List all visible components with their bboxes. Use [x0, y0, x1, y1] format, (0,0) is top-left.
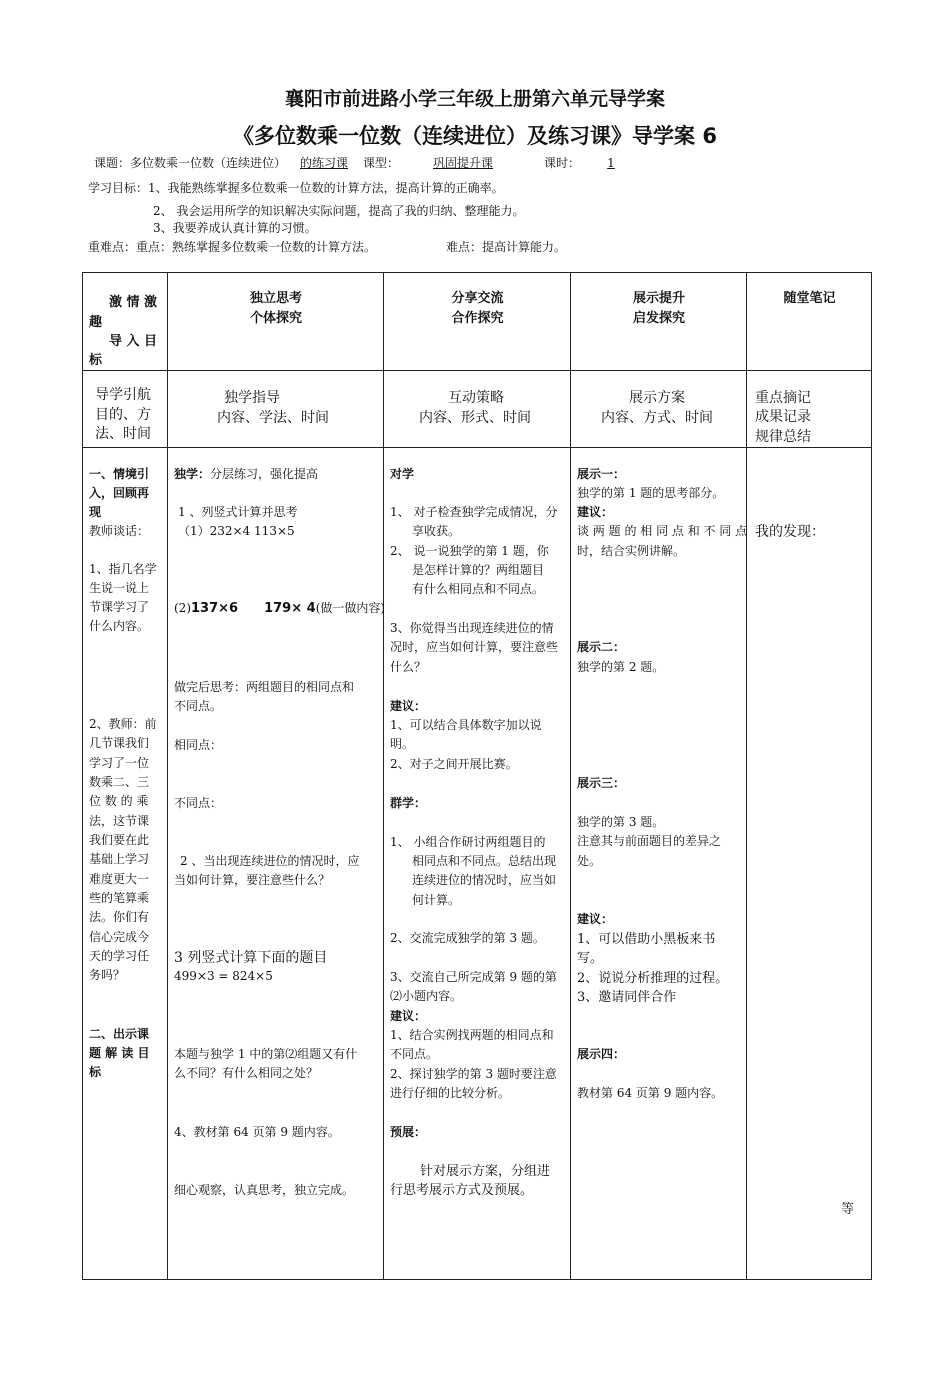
- problem-a: 137×6: [191, 601, 239, 616]
- col1-line: 我们要在此: [89, 833, 150, 847]
- guide-col4-b: 内容、方式、时间: [601, 410, 713, 426]
- col3-line: 2、探讨独学的第 3 题时要注意: [390, 1067, 557, 1081]
- col5-content: [747, 448, 871, 1279]
- col3-line: 有什么相同点和不同点。: [412, 582, 545, 596]
- col1-line: 几节课我们: [89, 736, 150, 750]
- col4-line: 1、可以借助小黑板来书: [577, 932, 716, 947]
- col4-line: 3、邀请同伴合作: [577, 990, 677, 1005]
- header-col3-b: 合作探究: [451, 311, 504, 326]
- col3-line: 1、 小组合作研讨两组题目的: [390, 835, 546, 849]
- problem-prefix: (2): [174, 601, 191, 615]
- col1-line: 节课学习了: [89, 600, 150, 614]
- guide-col1-b: 目的、方: [95, 407, 151, 423]
- guide-col5-c: 规律总结: [755, 429, 811, 445]
- header-col5: 随堂笔记: [783, 291, 836, 306]
- section1-title-c: 现: [89, 505, 102, 519]
- header-col1-c: 导 入 目: [109, 334, 158, 349]
- col1-line: 1、指几名学: [89, 562, 157, 576]
- col3-line: 1、结合实例找两题的相同点和: [390, 1028, 554, 1042]
- col3-line: 相同点和不同点。总结出现: [412, 854, 557, 868]
- col1-line: 天的学习任: [89, 949, 150, 963]
- suggestion-heading: 建议：: [390, 1009, 427, 1023]
- group-study-heading: 群学：: [390, 796, 427, 810]
- col2-line: 不同点。: [174, 699, 223, 713]
- problem-b: 179× 4: [264, 601, 316, 616]
- goal-2: 2、 我会运用所学的知识解决实际问题，提高了我的归纳、整理能力。: [153, 204, 525, 218]
- col1-line: 生说一说上: [89, 581, 150, 595]
- col4-content: [571, 448, 746, 1279]
- header-col2-a: 独立思考: [249, 291, 302, 306]
- col3-line: 什么？: [390, 660, 427, 674]
- col1-line: 难度更大一: [89, 872, 150, 886]
- header-col4-a: 展示提升: [632, 291, 685, 306]
- section1-title-b: 入，回顾再: [89, 486, 150, 500]
- type-label: 课型：: [363, 156, 400, 170]
- col3-line: 况时，应当如何计算，要注意些: [390, 640, 559, 654]
- col2-line: 499×3 = 824×5: [174, 969, 273, 983]
- page-title: 襄阳市前进路小学三年级上册第六单元导学案: [284, 88, 665, 110]
- header-col1-a: 激 情 激: [109, 295, 158, 310]
- col3-line: 进行仔细的比较分析。: [390, 1086, 511, 1100]
- col1-line: 教师谈话：: [89, 524, 150, 538]
- header-col3-a: 分享交流: [451, 291, 504, 306]
- self-study-heading: [174, 466, 318, 483]
- col3-line: 明。: [390, 737, 415, 751]
- col4-line: 时，结合实例讲解。: [577, 544, 686, 558]
- col2-line: （1）232×4 113×5: [178, 524, 295, 538]
- show-4-heading: 展示四：: [577, 1047, 626, 1061]
- col1-line: 什么内容。: [89, 619, 150, 633]
- col4-line: 处。: [577, 854, 602, 868]
- suggestion-heading: 建议：: [577, 912, 614, 926]
- col2-line: 3 列竖式计算下面的题目: [174, 950, 328, 966]
- col2-line: 细心观察，认真思考，独立完成。: [174, 1183, 355, 1197]
- col4-line: 注意其与前面题目的差异之: [577, 834, 722, 848]
- guide-col5-b: 成果记录: [755, 409, 811, 425]
- col1-line: 2、教师：前: [89, 717, 157, 731]
- pair-study-heading: 对学: [390, 467, 415, 481]
- guide-col2-a: 独学指导: [224, 390, 280, 406]
- col2-line: 相同点：: [174, 738, 223, 752]
- col3-line: 2、对子之间开展比赛。: [390, 757, 518, 771]
- problem-note: (做一做内容): [315, 601, 386, 615]
- suggestion-heading: 建议：: [577, 505, 614, 519]
- header-col4-b: 启发探究: [632, 311, 685, 326]
- col2-line: 做完后思考：两组题目的相同点和: [174, 680, 355, 694]
- self-study-text: 分层练习，强化提高: [210, 467, 319, 481]
- col1-line: 法。你们有: [89, 910, 150, 924]
- goals-line: 学习目标：1、我能熟练掌握多位数乘一位数的计算方法，提高计算的正确率。: [88, 181, 504, 195]
- section2-title-c: 标: [89, 1065, 102, 1079]
- col2-line: 4、教材第 64 页第 9 题内容。: [174, 1125, 340, 1139]
- col3-line: 3、交流自己所完成第 9 题的第: [390, 970, 557, 984]
- show-1-heading: 展示一：: [577, 467, 626, 481]
- col3-content: [384, 448, 570, 1279]
- col3-line: 3、你觉得当出现连续进位的情: [390, 621, 554, 635]
- guide-col2-b: 内容、学法、时间: [217, 410, 329, 426]
- col3-line: 1、可以结合具体数字加以说: [390, 718, 542, 732]
- col1-line: 法，这节课: [89, 814, 150, 828]
- header-row: [83, 273, 872, 371]
- col1-line: 务吗？: [89, 968, 126, 982]
- preview-heading: 预展：: [390, 1125, 427, 1139]
- col2-line: 2 、当出现连续进位的情况时，应: [180, 854, 360, 868]
- topic-label: 课题：多位数乘一位数（连续进位）: [94, 156, 287, 170]
- col2-line: 当如何计算，要注意些什么？: [174, 873, 331, 887]
- guide-col1-c: 法、时间: [95, 426, 151, 442]
- col4-line: 教材第 64 页第 9 题内容。: [577, 1086, 724, 1100]
- col1-line: 位 数 的 乘: [89, 794, 149, 808]
- header-col2-b: 个体探究: [249, 311, 302, 326]
- key-points: 重难点：重点：熟练掌握多位数乘一位数的计算方法。: [88, 240, 377, 254]
- col4-line: 2、说说分析推理的过程。: [577, 971, 729, 986]
- hours-label: 课时：: [544, 156, 581, 170]
- guide-col3-a: 互动策略: [448, 390, 504, 406]
- col2-line: 不同点：: [174, 796, 223, 810]
- header-col1-b: 趣: [89, 315, 103, 330]
- topic-value: 的练习课: [300, 156, 349, 170]
- col3-line: 1、 对子检查独学完成情况，分: [390, 505, 558, 519]
- section2-title-a: 二、出示课: [89, 1027, 150, 1041]
- col3-line: 不同点。: [390, 1047, 439, 1061]
- guide-col3-b: 内容、形式、时间: [419, 410, 531, 426]
- col4-line: 独学的第 2 题。: [577, 660, 665, 674]
- col3-line: 针对展示方案，分组进: [420, 1164, 551, 1179]
- header-col1-d: 标: [89, 353, 103, 368]
- col4-line: 独学的第 1 题的思考部分。: [577, 486, 725, 500]
- col4-line: 写。: [577, 951, 604, 966]
- col1-line: 信心完成今: [89, 930, 150, 944]
- page-subtitle: 《多位数乘一位数（连续进位）及练习课》导学案 6: [233, 124, 717, 148]
- type-value: 巩固提升课: [432, 156, 493, 170]
- content-row: [83, 448, 872, 1280]
- col1-line: 学习了一位: [89, 756, 150, 770]
- col3-line: 2、 说一说独学的第 1 题，你: [390, 544, 549, 558]
- col2-line: 么不同？有什么相同之处？: [174, 1066, 319, 1080]
- col1-line: 些的笔算乘: [89, 891, 150, 905]
- guide-col1-a: 导学引航: [95, 387, 151, 403]
- col2-content: [168, 448, 386, 1279]
- col2-line: 本题与独学 1 中的第⑵组题又有什: [174, 1047, 358, 1061]
- my-discovery-label: 我的发现：: [755, 524, 825, 540]
- guide-row: [83, 371, 872, 448]
- lesson-table: [82, 272, 872, 1280]
- col1-line: 数乘二、三: [89, 775, 150, 789]
- self-study-label: 独学：: [174, 467, 211, 481]
- show-2-heading: 展示二：: [577, 640, 626, 654]
- col3-line: 连续进位的情况时，应当如: [412, 873, 557, 887]
- col1-line: 基础上学习: [89, 852, 150, 866]
- col4-line: 谈 两 题 的 相 同 点 和 不 同 点: [577, 524, 748, 538]
- guide-col5-a: 重点摘记: [755, 390, 811, 406]
- guide-col4-a: 展示方案: [629, 390, 685, 406]
- col3-line: 行思考展示方式及预展。: [390, 1183, 534, 1198]
- col1-content: [83, 448, 167, 1279]
- col3-line: 2、交流完成独学的第 3 题。: [390, 931, 545, 945]
- col3-line: ⑵小题内容。: [390, 989, 463, 1003]
- hours-value: 1: [607, 156, 615, 170]
- suggestion-heading: 建议：: [390, 699, 427, 713]
- col3-line: 享收获。: [412, 524, 461, 538]
- col3-line: 何计算。: [412, 893, 461, 907]
- col4-line: 独学的第 3 题。: [577, 815, 665, 829]
- section2-title-b: 题 解 读 目: [89, 1046, 150, 1060]
- goal-3: 3、我要养成认真计算的习惯。: [153, 221, 317, 235]
- difficulty: 难点：提高计算能力。: [446, 240, 567, 254]
- col5-etc: 等: [841, 1202, 855, 1217]
- col3-line: 是怎样计算的？两组题目: [412, 563, 545, 577]
- section1-title-a: 一、情境引: [89, 467, 150, 481]
- col2-problem-2: [174, 600, 385, 617]
- col2-line: 1 、列竖式计算并思考: [178, 505, 298, 519]
- show-3-heading: 展示三：: [577, 776, 626, 790]
